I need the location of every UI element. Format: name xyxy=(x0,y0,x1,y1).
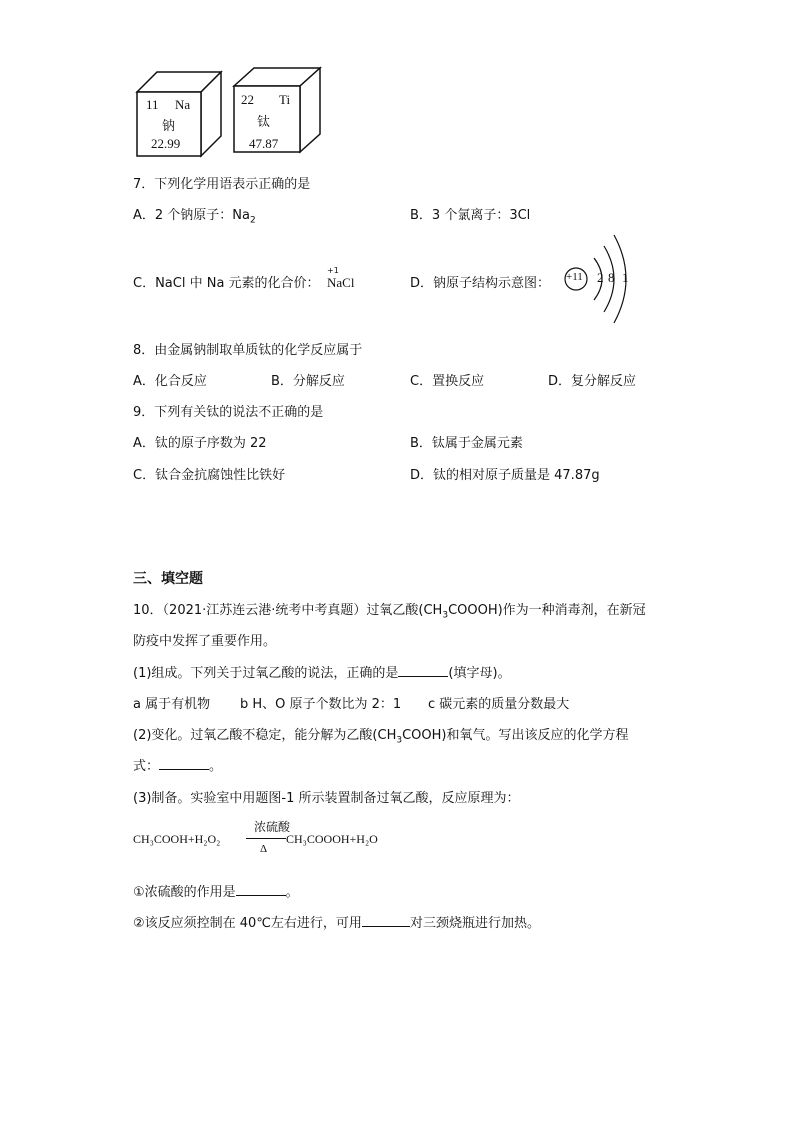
q7-option-d: D．钠原子结构示意图： xyxy=(410,276,551,291)
section-title: 三、填空题 xyxy=(133,571,203,587)
element-symbol: Ti xyxy=(279,92,291,107)
answer-blank[interactable] xyxy=(236,883,286,896)
equation-left: CH₃COOH+H₂O₂ xyxy=(133,832,221,846)
q8-stem: 8．由金属钠制取单质钛的化学反应属于 xyxy=(133,343,363,358)
q10-part1: (1)组成。下列关于过氧乙酸的说法，正确的是 (填字母)。 xyxy=(133,666,511,681)
reaction-equation xyxy=(133,818,433,862)
atom-structure-diagram xyxy=(560,232,640,326)
equation-condition-bottom: Δ xyxy=(260,843,268,855)
q9-stem: 9．下列有关钛的说法不正确的是 xyxy=(133,405,324,420)
q10-part3: (3)制备。实验室中用题图-1 所示装置制备过氧乙酸，反应原理为： xyxy=(133,791,520,806)
q10-sub1: ①浓硫酸的作用是 。 xyxy=(133,885,299,900)
element-cube-ti xyxy=(231,66,325,156)
q10-line2: 防疫中发挥了重要作用。 xyxy=(133,634,277,649)
answer-blank[interactable] xyxy=(398,664,448,677)
equation-right: CH₃COOOH+H₂O xyxy=(286,832,378,846)
shell-1-count: 2 xyxy=(597,270,604,285)
q10-part1-option-c: c 碳元素的质量分数最大 xyxy=(428,697,570,712)
q10-line1: 10．（2021·江苏连云港·统考中考真题）过氧乙酸$(CH_3COOOH)$作为一种消毒剂，在新冠 xyxy=(133,603,646,621)
atomic-number: 22 xyxy=(241,92,254,107)
q9-option-b: B．钛属于金属元素 xyxy=(410,436,523,451)
element-name: 钛 xyxy=(257,115,271,130)
q7-option-c: C．NaCl 中 Na 元素的化合价： xyxy=(133,276,320,291)
q8-option-a: A．化合反应 xyxy=(133,374,207,389)
q9-option-d: D．钛的相对原子质量是 47.87g xyxy=(410,468,600,483)
q10-part2: (2)变化。过氧乙酸不稳定，能分解为乙酸$(CH_3COOH)$和氧气。写出该反应的化学方程 xyxy=(133,728,629,746)
element-name: 钠 xyxy=(162,119,176,134)
q10-sub2: ②该反应须控制在 40℃左右进行，可用 对三颈烧瓶进行加热。 xyxy=(133,916,540,931)
nucleus-charge: +11 xyxy=(566,271,583,283)
answer-blank[interactable] xyxy=(159,757,209,770)
atomic-mass: 47.87 xyxy=(249,136,279,151)
formula-nacl: NaCl xyxy=(327,275,355,290)
shell-3-count: 1 xyxy=(622,270,629,285)
q8-option-b: B．分解反应 xyxy=(271,374,345,389)
q8-option-d: D．复分解反应 xyxy=(548,374,637,389)
equation-arrow-line xyxy=(246,838,286,839)
q9-option-c: C．钛合金抗腐蚀性比铁好 xyxy=(133,468,286,483)
valence-sup: +1 xyxy=(327,266,339,275)
q10-part2-line2: 式： 。 xyxy=(133,759,223,774)
atomic-mass: 22.99 xyxy=(151,136,181,151)
q8-option-c: C．置换反应 xyxy=(410,374,485,389)
q9-option-a: A．钛的原子序数为 22 xyxy=(133,436,267,451)
element-symbol: Na xyxy=(175,97,191,112)
q10-part1-option-a: a 属于有机物 xyxy=(133,697,211,712)
q7-option-a: A．2 个钠原子：$Na_2$ xyxy=(133,208,256,226)
q7-option-b: B．3 个氯离子：3Cl xyxy=(410,208,531,223)
q7-stem: 7．下列化学用语表示正确的是 xyxy=(133,177,311,192)
equation-condition-top: 浓硫酸 xyxy=(254,820,291,834)
answer-blank[interactable] xyxy=(362,914,410,927)
q10-part1-option-b: b H、O 原子个数比为 2：1 xyxy=(240,697,402,712)
atomic-number: 11 xyxy=(146,97,159,112)
shell-2-count: 8 xyxy=(608,270,615,285)
element-cube-na xyxy=(133,70,225,160)
